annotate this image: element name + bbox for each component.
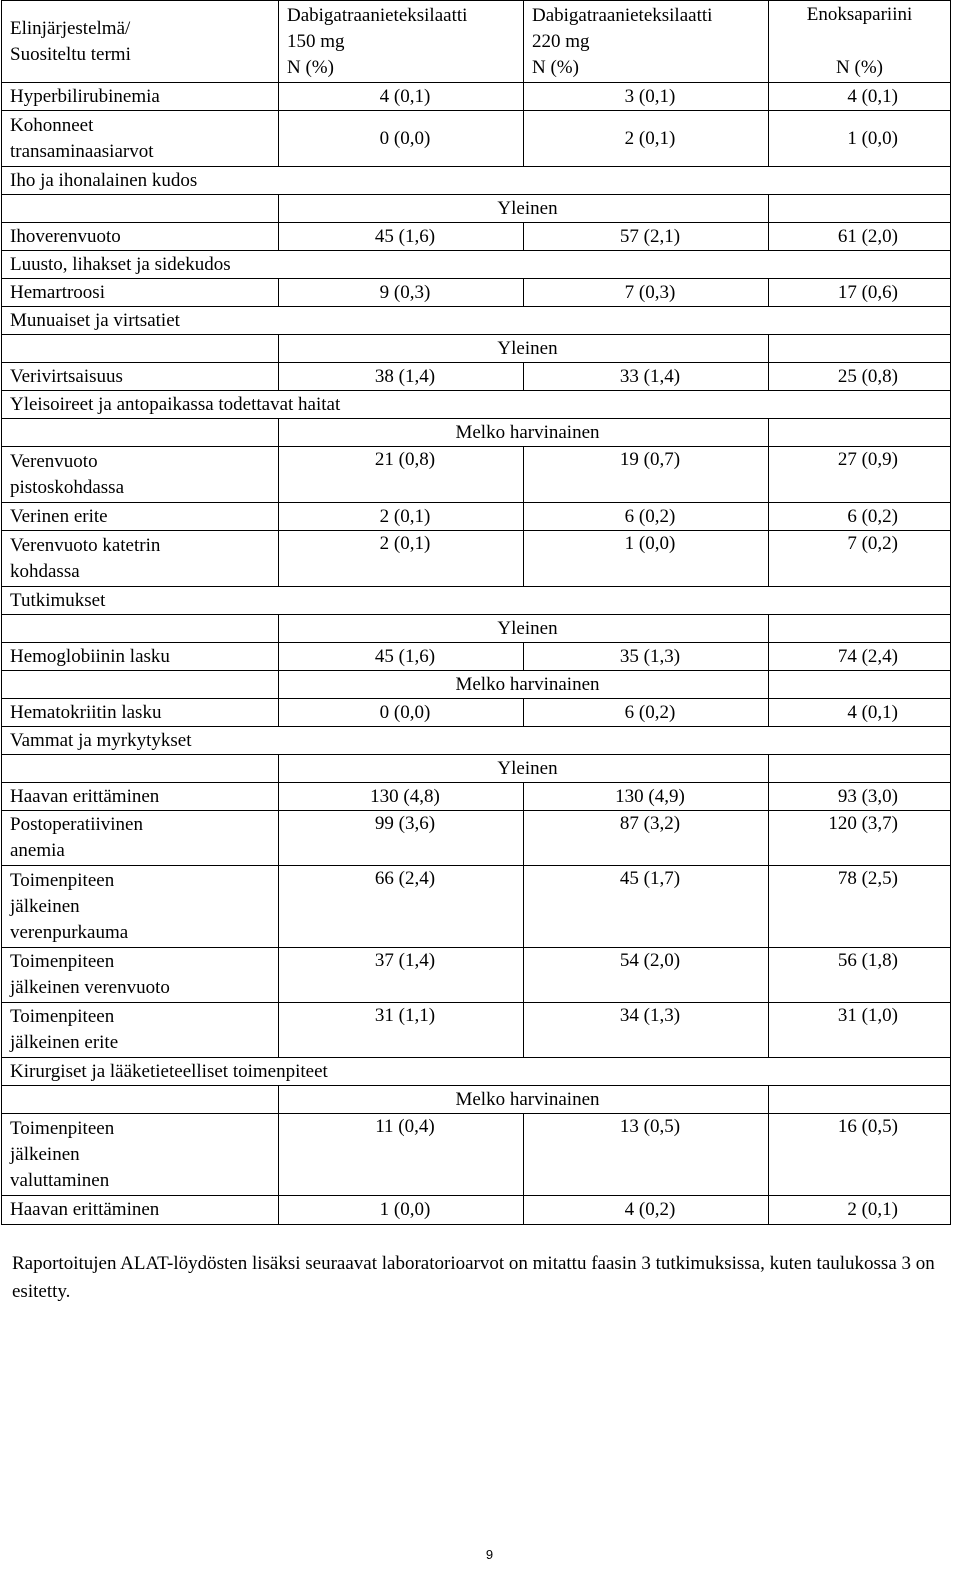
cell-text-line: Enoksapariini — [806, 4, 913, 25]
table-cell: 57 (2,1) — [524, 223, 769, 251]
table-cell: 78 (2,5) — [769, 866, 951, 948]
table-row — [2, 223, 951, 251]
table-cell: Munuaiset ja virtsatiet — [2, 307, 951, 335]
table-cell: Hematokriitin lasku — [2, 699, 279, 727]
cell-text-line: Suositeltu termi — [10, 43, 131, 65]
frequency-row — [2, 195, 951, 223]
table-cell: 3 (0,1) — [524, 83, 769, 111]
section-row — [2, 391, 951, 419]
table-cell: Kirurgiset ja lääketieteelliset toimenpiteet — [2, 1058, 951, 1086]
table-cell — [2, 948, 279, 1003]
table-cell — [769, 1086, 951, 1114]
cell-text-line: N (%) — [836, 57, 883, 78]
table-row — [2, 811, 951, 866]
table-cell — [2, 531, 279, 587]
table-cell: Yleisoireet ja antopaikassa todettavat haitat — [2, 391, 951, 419]
table-cell: 13 (0,5) — [524, 1114, 769, 1196]
table-cell: 120 (3,7) — [769, 811, 951, 866]
cell-text-line: jälkeinen — [10, 895, 80, 917]
table-cell: Vammat ja myrkytykset — [2, 727, 951, 755]
table-cell — [769, 335, 951, 363]
table-cell: 6 (0,2) — [524, 503, 769, 531]
cell-text-line: Dabigatraanieteksilaatti — [287, 4, 468, 26]
cell-text-line: jälkeinen verenvuoto — [10, 977, 170, 998]
section-row — [2, 307, 951, 335]
table-cell: 2 (0,1) — [524, 111, 769, 167]
page-number: 9 — [485, 1547, 494, 1562]
table-row — [2, 866, 951, 948]
table-cell: 2 (0,1) — [769, 1196, 951, 1225]
table-row — [2, 699, 951, 727]
header-col2 — [279, 1, 524, 83]
table-cell: 0 (0,0) — [279, 699, 524, 727]
table-cell: 1 (0,0) — [279, 1196, 524, 1225]
table-cell: 19 (0,7) — [524, 447, 769, 503]
frequency-row — [2, 1086, 951, 1114]
table-cell: 7 (0,3) — [524, 279, 769, 307]
cell-text-line: Toimenpiteen — [10, 1006, 115, 1027]
table-cell: Melko harvinainen — [279, 419, 769, 447]
table-cell — [2, 447, 279, 503]
table-cell: 99 (3,6) — [279, 811, 524, 866]
cell-text-line: N (%) — [287, 56, 334, 78]
table-cell: 87 (3,2) — [524, 811, 769, 866]
header-col1 — [2, 1, 279, 83]
table-cell: Yleinen — [279, 755, 769, 783]
cell-text-line: 150 mg — [287, 30, 345, 52]
table-cell: Hyperbilirubinemia — [2, 83, 279, 111]
table-cell — [2, 615, 279, 643]
table-cell: Iho ja ihonalainen kudos — [2, 167, 951, 195]
table-cell: 31 (1,0) — [769, 1003, 951, 1058]
cell-text-line: Dabigatraanieteksilaatti — [532, 4, 713, 26]
header-col3 — [524, 1, 769, 83]
table-cell: 2 (0,1) — [279, 503, 524, 531]
table-cell — [769, 755, 951, 783]
cell-text-line: Toimenpiteen — [10, 869, 115, 891]
cell-text-line: Verenvuoto — [10, 450, 98, 472]
table-row — [2, 503, 951, 531]
table-cell — [2, 1086, 279, 1114]
table-cell: Verinen erite — [2, 503, 279, 531]
cell-text-line: kohdassa — [10, 560, 80, 582]
table-cell: Tutkimukset — [2, 587, 951, 615]
table-cell: 27 (0,9) — [769, 447, 951, 503]
section-row — [2, 727, 951, 755]
table-cell: 35 (1,3) — [524, 643, 769, 671]
table-cell: 7 (0,2) — [769, 531, 951, 587]
cell-text-line: 220 mg — [532, 30, 590, 52]
footnote-paragraph: Raportoitujen ALAT-löydösten lisäksi seuraavat laboratorioarvot on mitattu faasin 3 tutkimuksissa, kuten taulukossa 3 on esitetty. — [12, 1253, 935, 1302]
cell-text-line: Toimenpiteen — [10, 951, 115, 972]
table-row — [2, 948, 951, 1003]
table-cell: Hemartroosi — [2, 279, 279, 307]
table-cell: Luusto, lihakset ja sidekudos — [2, 251, 951, 279]
table-cell: 4 (0,1) — [769, 83, 951, 111]
table-cell: Yleinen — [279, 335, 769, 363]
table-cell — [769, 615, 951, 643]
table-cell: Hemoglobiinin lasku — [2, 643, 279, 671]
table-cell: Melko harvinainen — [279, 1086, 769, 1114]
table-cell: 6 (0,2) — [524, 699, 769, 727]
table-row — [2, 783, 951, 811]
table-cell: 34 (1,3) — [524, 1003, 769, 1058]
table-row — [2, 363, 951, 391]
table-cell: 0 (0,0) — [279, 111, 524, 167]
table-cell — [769, 195, 951, 223]
cell-text-line: anemia — [10, 840, 65, 861]
cell-text-line: N (%) — [532, 56, 579, 78]
table-row — [2, 1196, 951, 1225]
section-row — [2, 587, 951, 615]
table-cell: 45 (1,6) — [279, 643, 524, 671]
table-cell — [769, 671, 951, 699]
table-row — [2, 1003, 951, 1058]
table-cell: 56 (1,8) — [769, 948, 951, 1003]
table-row — [2, 531, 951, 587]
table-cell: Yleinen — [279, 195, 769, 223]
table-cell: 45 (1,7) — [524, 866, 769, 948]
table-cell: 1 (0,0) — [769, 111, 951, 167]
table-cell: 93 (3,0) — [769, 783, 951, 811]
table-cell: 4 (0,1) — [279, 83, 524, 111]
table-cell: 33 (1,4) — [524, 363, 769, 391]
table-cell — [2, 419, 279, 447]
table-cell — [2, 1114, 279, 1196]
cell-text-line: Postoperatiivinen — [10, 814, 143, 835]
table-cell — [2, 111, 279, 167]
table-row — [2, 111, 951, 167]
table-row — [2, 279, 951, 307]
table-cell: 45 (1,6) — [279, 223, 524, 251]
section-row — [2, 1058, 951, 1086]
table-cell: 37 (1,4) — [279, 948, 524, 1003]
cell-text-line: pistoskohdassa — [10, 476, 124, 498]
table-cell — [2, 195, 279, 223]
table-cell: 17 (0,6) — [769, 279, 951, 307]
table-cell — [2, 671, 279, 699]
table-cell: Verivirtsaisuus — [2, 363, 279, 391]
table-row — [2, 447, 951, 503]
cell-text-line: verenpurkauma — [10, 921, 129, 943]
table-cell: 4 (0,1) — [769, 699, 951, 727]
table-cell — [2, 755, 279, 783]
section-row — [2, 167, 951, 195]
header-row — [2, 1, 951, 83]
table-row — [2, 643, 951, 671]
frequency-row — [2, 755, 951, 783]
table-cell: Haavan erittäminen — [2, 783, 279, 811]
frequency-row — [2, 419, 951, 447]
table-cell — [769, 419, 951, 447]
table-cell: 4 (0,2) — [524, 1196, 769, 1225]
table-cell: 9 (0,3) — [279, 279, 524, 307]
table-cell: 130 (4,8) — [279, 783, 524, 811]
cell-text-line: transaminaasiarvot — [10, 140, 154, 162]
table-cell: 38 (1,4) — [279, 363, 524, 391]
cell-text-line: jälkeinen erite — [10, 1032, 119, 1053]
cell-text-line: valuttaminen — [10, 1169, 110, 1191]
table-cell: 54 (2,0) — [524, 948, 769, 1003]
table-cell: 6 (0,2) — [769, 503, 951, 531]
table-cell: 130 (4,9) — [524, 783, 769, 811]
cell-text-line: Verenvuoto katetrin — [10, 534, 161, 556]
table-row — [2, 83, 951, 111]
table-cell: 21 (0,8) — [279, 447, 524, 503]
header-col4 — [769, 1, 951, 83]
table-cell: 16 (0,5) — [769, 1114, 951, 1196]
frequency-row — [2, 335, 951, 363]
cell-text-line: Toimenpiteen — [10, 1117, 115, 1139]
table-cell: 25 (0,8) — [769, 363, 951, 391]
table-cell: 74 (2,4) — [769, 643, 951, 671]
table-cell — [2, 1003, 279, 1058]
table-cell: 1 (0,0) — [524, 531, 769, 587]
table-row — [2, 1114, 951, 1196]
cell-text-line: Elinjärjestelmä/ — [10, 17, 131, 39]
table-cell: 66 (2,4) — [279, 866, 524, 948]
table-cell: 61 (2,0) — [769, 223, 951, 251]
table-cell — [2, 811, 279, 866]
table-cell: Ihoverenvuoto — [2, 223, 279, 251]
table-cell — [2, 335, 279, 363]
cell-text-line: Kohonneet — [10, 114, 94, 136]
frequency-row — [2, 671, 951, 699]
table-cell: 11 (0,4) — [279, 1114, 524, 1196]
table-cell — [2, 866, 279, 948]
table-cell: 31 (1,1) — [279, 1003, 524, 1058]
table-cell: Haavan erittäminen — [2, 1196, 279, 1225]
table-cell: Yleinen — [279, 615, 769, 643]
frequency-row — [2, 615, 951, 643]
table-cell: Melko harvinainen — [279, 671, 769, 699]
cell-text-line: jälkeinen — [10, 1143, 80, 1165]
table-cell: 2 (0,1) — [279, 531, 524, 587]
adverse-reactions-table — [1, 0, 951, 1225]
section-row — [2, 251, 951, 279]
